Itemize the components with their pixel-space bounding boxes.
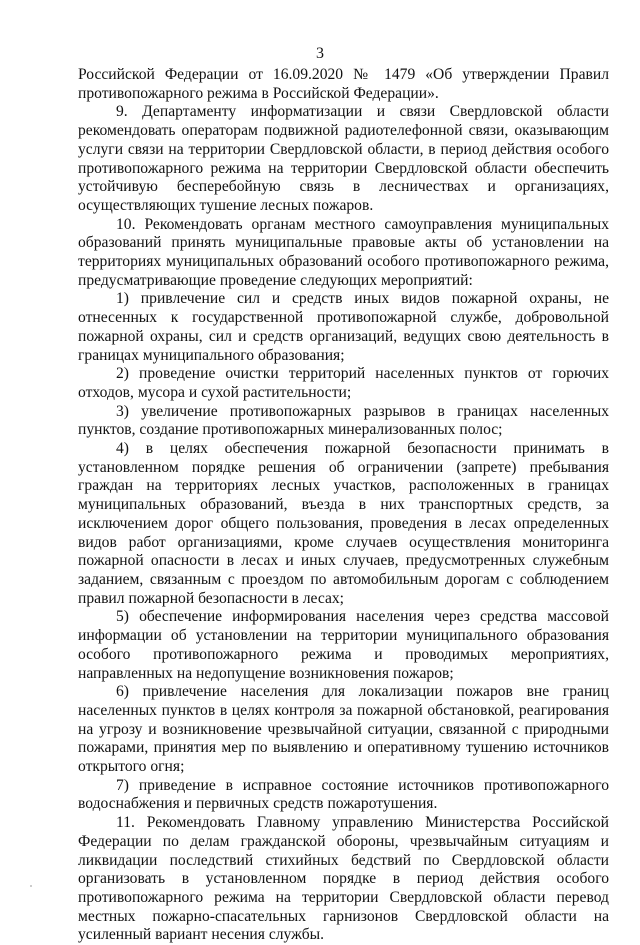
paragraph-item-10: 10. Рекомендовать органам местного самоуправления муниципальных образований принять муниципальные правовые акты об установлении на территориях муниципальных образований особого противопожарного режима, предусматривающие проведение следующих мероприятий: <box>78 215 609 289</box>
paragraph-item-11: 11. Рекомендовать Главному управлению Министерства Российской Федерации по делам гражданской обороны, чрезвычайным ситуациям и ликвидации последствий стихийных бедствий по Свердловской области организовать в установленном порядке в период действия особого противопожарного режима на территории Свердловской области перевод местных пожарно-спасательных гарнизонов Свердловской области на усиленный вариант несения службы. <box>78 814 609 944</box>
paragraph-continuation: Российской Федерации от 16.09.2020 № 1479 «Об утверждении Правил противопожарного режима в Российской Федерации». <box>78 66 609 102</box>
subitem-10-6: 6) привлечение населения для локализации пожаров вне границ населенных пунктов в целях контроля за пожарной обстановкой, реагирования на угрозу и возникновение чрезвычайной ситуации, связанной с природными пожарами, принятия мер по выявлению и оперативному тушению источников открытого огня; <box>78 683 609 776</box>
subitem-10-1: 1) привлечение сил и средств иных видов пожарной охраны, не отнесенных к государственной противопожарной службе, добровольной пожарной охраны, сил и средств организаций, ведущих свою деятельность в границах муниципального образования; <box>78 290 609 364</box>
paragraph-item-9: 9. Департаменту информатизации и связи Свердловской области рекомендовать операторам подвижной радиотелефонной связи, оказывающим услуги связи на территории Свердловской области, в период действия особого противопожарного режима на территории Свердловской области обеспечить устойчивую бесперебойную связь в лесничествах и организациях, осуществляющих тушение лесных пожаров. <box>78 103 609 214</box>
subitem-10-4: 4) в целях обеспечения пожарной безопасности принимать в установленном порядке решения об ограничении (запрете) пребывания граждан на территориях лесных участков, расположенных в границах муниципальных образований, въезда в них транспортных средств, за исключением дорог общего пользования, проведения в лесах определенных видов работ организациями, кроме случаев осуществления мониторинга пожарной опасности в лесах и иных случаев, предусмотренных служебным заданием, связанным с проездом по автомобильным дорогам с соблюдением правил пожарной безопасности в лесах; <box>78 440 609 607</box>
scan-mark <box>30 885 32 887</box>
document-body <box>78 66 609 945</box>
subitem-10-3: 3) увеличение противопожарных разрывов в границах населенных пунктов, создание противопожарных минерализованных полос; <box>78 402 609 439</box>
page-number: 3 <box>316 45 324 62</box>
subitem-10-5: 5) обеспечение информирования населения через средства массовой информации об установлении на территории муниципального образования особого противопожарного режима и проводимых мероприятиях, направленных на недопущение возникновения пожаров; <box>78 608 609 682</box>
subitem-10-7: 7) приведение в исправное состояние источников противопожарного водоснабжения и первичных средств пожаротушения. <box>78 776 609 813</box>
subitem-10-2: 2) проведение очистки территорий населенных пунктов от горючих отходов, мусора и сухой растительности; <box>78 365 609 401</box>
